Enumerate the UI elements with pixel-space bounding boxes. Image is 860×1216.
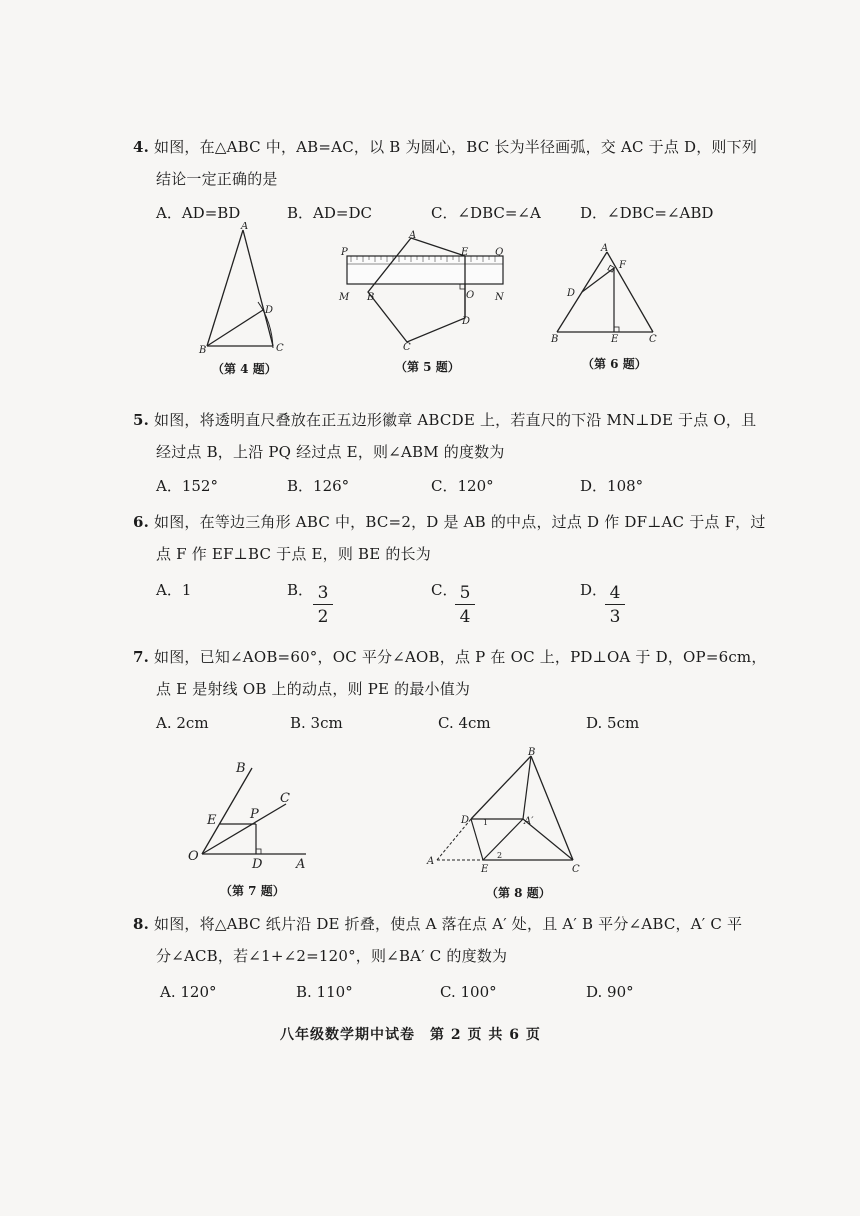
- q7-option-a: A. 2cm: [156, 714, 209, 732]
- fig5-label-b: B: [367, 292, 375, 303]
- fig4-label-a: A: [241, 222, 249, 232]
- fig6-label-b: B: [551, 334, 559, 345]
- fig7-label-o: O: [188, 849, 199, 864]
- q8-option-a: A. 120°: [160, 983, 217, 1001]
- fig6-label-c: C: [649, 334, 657, 345]
- q7-option-d: D. 5cm: [586, 714, 640, 732]
- fig8-label-e: E: [481, 864, 489, 875]
- q4-option-b: B．AD=DC: [287, 204, 372, 222]
- q8-option-c: C. 100°: [440, 983, 497, 1001]
- fig6-label-d: D: [567, 288, 576, 299]
- q6-option-c-fraction: $\frac{5}{4}$: [455, 582, 475, 629]
- q6-option-c: C．: [431, 581, 458, 599]
- fig4-label-b: B: [199, 345, 207, 356]
- figure-7: [168, 756, 318, 874]
- page-footer: 八年级数学期中试卷 第 2 页 共 6 页: [280, 1027, 541, 1043]
- figure-5-caption: （第 5 题）: [395, 360, 460, 374]
- fig4-label-d: D: [265, 305, 274, 316]
- question-5-line2: 经过点 B，上沿 PQ 经过点 E，则∠ABM 的度数为: [156, 443, 505, 461]
- fig5-label-e: E: [461, 247, 469, 258]
- question-7-line2: 点 E 是射线 OB 上的动点，则 PE 的最小值为: [156, 680, 471, 698]
- figure-5: [335, 228, 515, 353]
- fig5-label-c: C: [403, 342, 411, 353]
- q8-option-d: D. 90°: [586, 983, 634, 1001]
- q8-option-b: B. 110°: [296, 983, 353, 1001]
- figure-6: [545, 238, 665, 348]
- q6-option-b-fraction: $\frac{3}{2}$: [313, 582, 333, 629]
- q6-option-a: A．1: [156, 581, 192, 599]
- question-6-line1: 6. 如图，在等边三角形 ABC 中，BC=2，D 是 AB 的中点，过点 D 作 DF⊥AC 于点 F，过: [133, 513, 766, 531]
- q6-option-b: B．: [287, 581, 314, 599]
- fig5-label-o: O: [466, 290, 475, 301]
- fig4-label-c: C: [276, 343, 284, 354]
- q4-option-d: D．∠DBC=∠ABD: [580, 204, 714, 222]
- q5-option-a: A．152°: [156, 477, 218, 495]
- q5-option-b: B．126°: [287, 477, 350, 495]
- q6-option-d-fraction: $\frac{4}{3}$: [605, 582, 625, 629]
- fig5-label-d: D: [462, 316, 471, 327]
- fig7-label-c: C: [280, 791, 290, 806]
- q5-option-d: D．108°: [580, 477, 644, 495]
- fig7-label-a: A: [296, 857, 306, 872]
- fig7-label-b: B: [236, 761, 246, 776]
- q7-option-c: C. 4cm: [438, 714, 491, 732]
- question-8-line2: 分∠ACB，若∠1+∠2=120°，则∠BA′ C 的度数为: [156, 947, 508, 965]
- figure-6-caption: （第 6 题）: [582, 357, 647, 371]
- question-4-line1: 4. 如图，在△ABC 中，AB=AC，以 B 为圆心，BC 长为半径画弧，交 AC 于点 D，则下列: [133, 138, 758, 156]
- question-8-line1: 8. 如图，将△ABC 纸片沿 DE 折叠，使点 A 落在点 A′ 处，且 A′ B 平分∠ABC，A′ C 平: [133, 915, 743, 933]
- fig6-label-e: E: [611, 334, 619, 345]
- fig5-label-a: A: [409, 230, 417, 241]
- q7-option-b: B. 3cm: [290, 714, 343, 732]
- fig8-label-b: B: [528, 747, 536, 758]
- question-6-line2: 点 F 作 EF⊥BC 于点 E，则 BE 的长为: [156, 545, 431, 563]
- q4-option-a: A．AD=BD: [156, 204, 241, 222]
- fig7-label-d: D: [252, 857, 263, 872]
- fig8-label-1: 1: [483, 818, 489, 827]
- fig6-label-a: A: [601, 243, 609, 254]
- figure-8: [425, 746, 585, 882]
- fig7-label-p: P: [250, 807, 259, 822]
- question-5-line1: 5. 如图，将透明直尺叠放在正五边形徽章 ABCDE 上，若直尺的下沿 MN⊥DE 于点 O，且: [133, 411, 757, 429]
- q5-option-c: C．120°: [431, 477, 494, 495]
- question-7-line1: 7. 如图，已知∠AOB=60°，OC 平分∠AOB，点 P 在 OC 上，PD⊥OA 于 D，OP=6cm，: [133, 648, 767, 666]
- question-4-line2: 结论一定正确的是: [156, 170, 278, 188]
- fig8-label-d: D: [461, 815, 470, 826]
- fig5-label-p: P: [341, 247, 348, 258]
- fig7-label-e: E: [207, 813, 217, 828]
- figure-4: [190, 222, 300, 358]
- figure-8-caption: （第 8 题）: [486, 886, 551, 900]
- fig5-label-q: Q: [495, 247, 504, 258]
- fig5-label-m: M: [339, 292, 350, 303]
- fig8-label-c: C: [572, 864, 580, 875]
- q4-option-c: C．∠DBC=∠A: [431, 204, 541, 222]
- fig8-label-a: A: [427, 856, 435, 867]
- fig8-label-a-prime: A′: [524, 816, 534, 827]
- fig8-label-2: 2: [497, 851, 503, 860]
- fig6-label-f: F: [619, 260, 626, 271]
- q6-option-d: D．: [580, 581, 608, 599]
- fig5-label-n: N: [495, 292, 504, 303]
- figure-4-caption: （第 4 题）: [212, 362, 277, 376]
- figure-7-caption: （第 7 题）: [220, 884, 285, 898]
